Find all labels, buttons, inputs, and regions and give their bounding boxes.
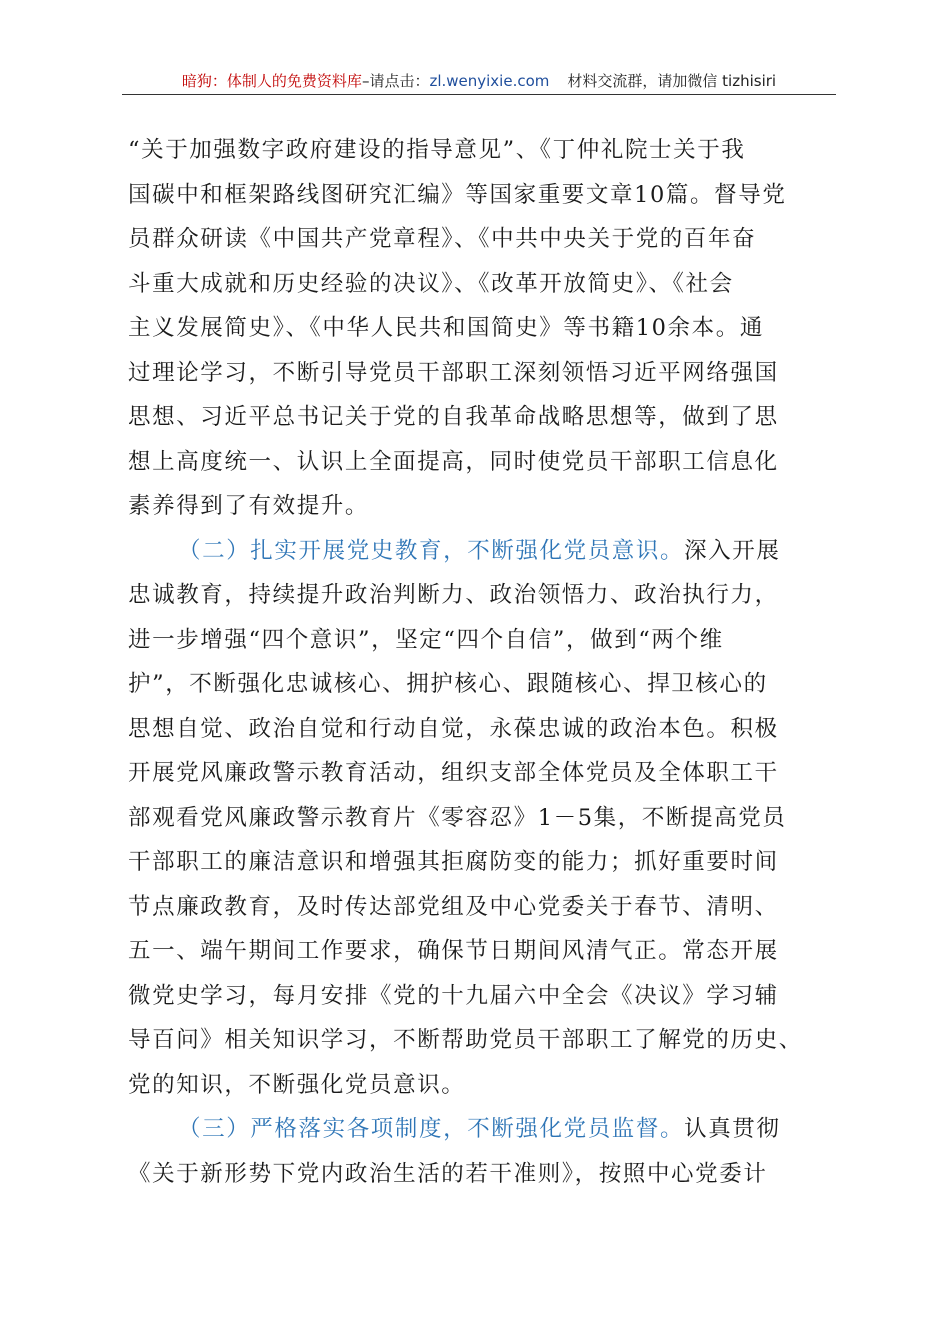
section-3-heading: （三）严格落实各项制度，不断强化党员监督。 <box>178 1116 685 1142</box>
paragraph-line: 开展党风廉政警示教育活动，组织支部全体党员及全体职工干 <box>128 760 779 786</box>
paragraph-line: 五一、端午期间工作要求，确保节日期间风清气正。常态开展 <box>128 938 779 964</box>
header-url-link[interactable]: zl.wenyixie.com <box>429 72 550 90</box>
header-wechat-note: 材料交流群，请加微信 tizhisiri <box>567 72 777 90</box>
section-3-first-line-text: 认真贯彻 <box>684 1116 781 1142</box>
paragraph-line: 进一步增强“四个意识”，坚定“四个自信”，做到“两个维 <box>128 626 724 653</box>
paragraph-line: 《关于新形势下党内政治生活的若干准则》，按照中心党委计 <box>128 1160 768 1187</box>
paragraph-line: 想上高度统一、认识上全面提高，同时使党员干部职工信息化 <box>128 448 779 475</box>
section-2-heading: （二）扎实开展党史教育，不断强化党员意识。 <box>178 537 685 564</box>
paragraph-line: 导百问》相关知识学习，不断帮助党员干部职工了解党的历史、 <box>128 1027 803 1053</box>
paragraph-line: 思想自觉、政治自觉和行动自觉，永葆忠诚的政治本色。积极 <box>128 715 779 742</box>
paragraph-line: 护”，不断强化忠诚核心、拥护核心、跟随核心、捍卫核心的 <box>128 671 768 697</box>
paragraph-line: 思想、习近平总书记关于党的自我革命战略思想等，做到了思 <box>128 404 779 430</box>
header-click-prompt: –请点击： <box>361 72 430 90</box>
document-body <box>128 128 838 1196</box>
paragraph-line: 部观看党风廉政警示教育片《零容忍》1－5集，不断提高党员 <box>128 804 787 831</box>
header-brand: 暗狗：体制人的免费资料库 <box>181 72 362 90</box>
paragraph-line: 主义发展简史》、《中华人民共和国简史》等书籍10余本。通 <box>128 315 764 341</box>
section-2-first-line-text: 深入开展 <box>684 537 781 564</box>
paragraph-line: 干部职工的廉洁意识和增强其拒腐防变的能力；抓好重要时间 <box>128 849 779 875</box>
paragraph-line: 国碳中和框架路线图研究汇编》等国家重要文章10篇。督导党 <box>128 181 787 208</box>
paragraph-line: 微党史学习，每月安排《党的十九届六中全会《决议》学习辅 <box>128 982 779 1009</box>
section-3-first-line <box>128 1107 838 1152</box>
paragraph-line: 素养得到了有效提升。 <box>128 493 370 519</box>
paragraph-line: 员群众研读《中国共产党章程》、《中共中央关于党的百年奋 <box>128 226 757 252</box>
section-2-first-line <box>128 529 838 574</box>
paragraph-line: 忠诚教育，持续提升政治判断力、政治领悟力、政治执行力， <box>128 582 779 608</box>
paragraph-line: “关于加强数字政府建设的指导意见”、《丁仲礼院士关于我 <box>128 137 746 163</box>
paragraph-line: 斗重大成就和历史经验的决议》、《改革开放简史》、《社会 <box>128 270 734 297</box>
paragraph-line: 党的知识，不断强化党员意识。 <box>128 1071 466 1098</box>
paragraph-line: 过理论学习，不断引导党员干部职工深刻领悟习近平网络强国 <box>128 359 779 386</box>
paragraph-line: 节点廉政教育，及时传达部党组及中心党委关于春节、清明、 <box>128 893 779 920</box>
page-header <box>122 68 836 95</box>
